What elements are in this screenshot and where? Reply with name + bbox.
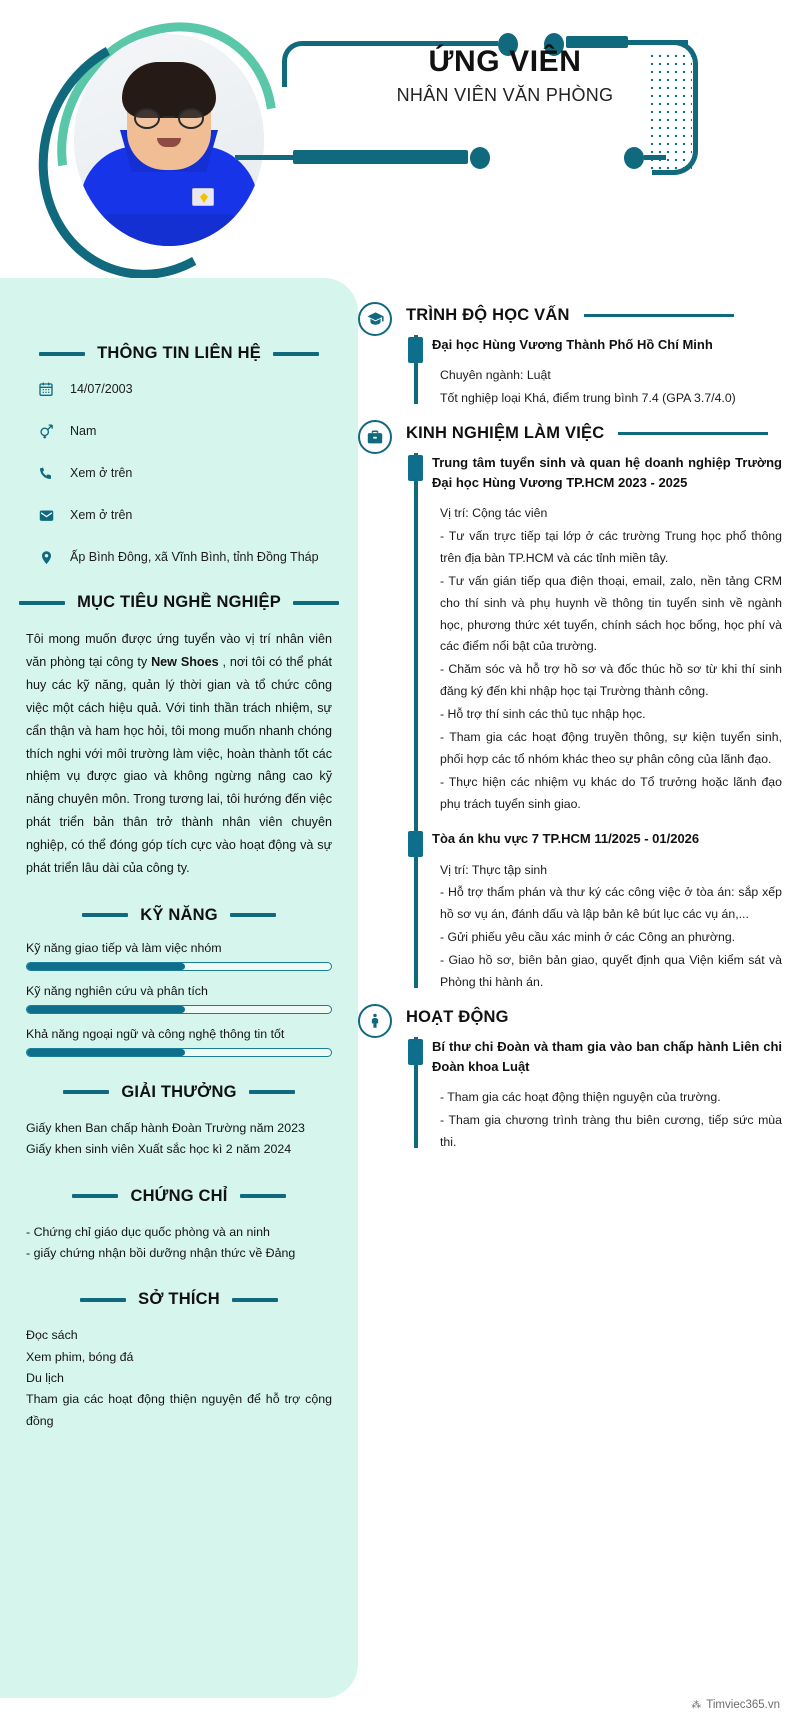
detail-line: - Hỗ trợ thí sinh các thủ tục nhập học. (440, 707, 646, 722)
header-title-block (310, 45, 700, 106)
objective-text (26, 628, 332, 880)
person-activity-icon (358, 1004, 392, 1038)
skill-progress-track (26, 962, 332, 971)
objective-company: New Shoes (151, 654, 219, 669)
heading-dash-right (230, 913, 276, 917)
activity-title: Bí thư chi Đoàn và tham gia vào ban chấp hành Liên chi Đoàn khoa Luật (432, 1038, 782, 1074)
education-heading-row (406, 306, 782, 325)
activities-heading: HOẠT ĐỘNG (406, 1007, 509, 1026)
experience-title: Trung tâm tuyển sinh và quan hệ doanh nghiệp Trường Đại học Hùng Vương TP.HCM 2023 - 2025 (432, 454, 782, 491)
skill-label: Khả năng ngoại ngữ và công nghệ thông tin tốt (26, 1026, 285, 1041)
education-heading: TRÌNH ĐỘ HỌC VẤN (406, 306, 570, 324)
section-heading-awards (26, 1083, 332, 1102)
list-item: - Chứng chỉ giáo dục quốc phòng và an ninh (26, 1224, 270, 1239)
candidate-photo (74, 34, 264, 246)
list-item: Đọc sách (26, 1328, 78, 1343)
skill-label: Kỹ năng giao tiếp và làm việc nhóm (26, 940, 222, 955)
activities-timeline (406, 1037, 782, 1154)
detail-line: - Tư vấn trực tiếp tại lớp ở các trường Trung học phổ thông trên địa bàn TP.HCM và các tỉnh miền tây. (440, 529, 782, 565)
experience-heading-row (406, 424, 782, 443)
calendar-icon (36, 379, 56, 399)
hobbies-list (26, 1325, 332, 1432)
header-dot-3 (470, 147, 490, 169)
detail-line: Tốt nghiệp loại Khá, điểm trung bình 7.4 (GPA 3.7/4.0) (440, 391, 736, 406)
header-line-4 (644, 155, 666, 160)
section-heading-hobbies (26, 1290, 332, 1309)
detail-line: - Thực hiện các nhiệm vụ khác do Tổ trưởng hoặc lãnh đạo phụ trách tuyển sinh giao. (440, 774, 782, 811)
email-icon (36, 505, 56, 525)
page-title: ỨNG VIÊN (428, 45, 582, 78)
contact-item-email[interactable] (26, 505, 332, 525)
skill-label: Kỹ năng nghiên cứu và phân tích (26, 983, 208, 998)
location-icon (36, 547, 56, 567)
skills-list (26, 941, 332, 1057)
detail-line: - Tham gia chương trình tràng thu biên cương, tiếp sức mùa thi. (440, 1112, 782, 1149)
contact-value: Xem ở trên (70, 508, 133, 522)
skill-item (26, 941, 332, 971)
section-heading-objective (26, 593, 332, 612)
list-item: - giấy chứng nhận bồi dưỡng nhận thức về Đảng (26, 1245, 296, 1260)
section-experience (358, 424, 782, 994)
awards-list (26, 1118, 332, 1161)
header-bar-3 (293, 150, 468, 164)
skill-progress-track (26, 1005, 332, 1014)
graduation-cap-icon (358, 302, 392, 336)
contact-item-gender (26, 421, 332, 441)
list-item: Xem phim, bóng đá (26, 1349, 134, 1364)
header-dot-4 (624, 147, 644, 169)
heading-dash-left (19, 601, 65, 605)
certificates-list (26, 1222, 332, 1265)
experience-timeline (406, 453, 782, 994)
experience-title: Tòa án khu vực 7 TP.HCM 11/2025 - 01/2026 (432, 831, 700, 847)
briefcase-icon (358, 420, 392, 454)
list-item: Tham gia các hoạt động thiện nguyện để hỗ trợ cộng đồng (26, 1392, 332, 1428)
heading-dash-left (39, 352, 85, 356)
contact-value: 14/07/2003 (70, 382, 133, 396)
education-title: Đại học Hùng Vương Thành Phố Hồ Chí Minh (432, 337, 713, 352)
detail-line: - Chăm sóc và hỗ trợ hồ sơ và đốc thúc hồ sơ từ khi thí sinh đăng ký đến khi nhập học tại Trường thành công. (440, 662, 782, 699)
detail-line: - Tham gia các hoạt động thiện nguyện của trường. (440, 1090, 721, 1105)
heading-dash-right (273, 352, 319, 356)
detail-line: Vị trí: Cộng tác viên (440, 506, 548, 521)
header-line-3 (235, 155, 293, 160)
heading-dash-left (80, 1298, 126, 1302)
skill-item (26, 984, 332, 1014)
section-activities (358, 1008, 782, 1154)
activity-details (432, 1087, 782, 1154)
contact-item-phone[interactable] (26, 463, 332, 483)
education-details (432, 365, 782, 410)
list-item: Giấy khen sinh viên Xuất sắc học kì 2 năm 2024 (26, 1142, 292, 1157)
heading-dash-left (72, 1194, 118, 1198)
detail-line: - Tham gia các hoạt động truyền thông, sự kiện tuyển sinh, phối hợp các tổ nhóm khác theo sự phân công của lãnh đạo. (440, 729, 782, 766)
skill-progress-fill (27, 963, 185, 970)
list-item: Giấy khen Ban chấp hành Đoàn Trường năm 2023 (26, 1120, 305, 1135)
section-heading-contact (26, 344, 332, 363)
contact-list (26, 379, 332, 567)
contact-item-address (26, 547, 332, 567)
heading-dash-left (63, 1090, 109, 1094)
skill-item (26, 1027, 332, 1057)
detail-line: - Gửi phiếu yêu cầu xác minh ở các Công an phường. (440, 930, 736, 945)
avatar (30, 18, 280, 263)
skill-progress-track (26, 1048, 332, 1057)
education-entry (432, 335, 782, 410)
heading-dash-right (240, 1194, 286, 1198)
detail-line: Chuyên ngành: Luật (440, 368, 551, 383)
heading-dash-right (293, 601, 339, 605)
heading-dash-right (249, 1090, 295, 1094)
contact-value: Ấp Bình Đông, xã Vĩnh Bình, tỉnh Đồng Tháp (70, 550, 319, 564)
heading-rule (584, 314, 734, 317)
detail-line: - Hỗ trợ thẩm phán và thư ký các công việc ở tòa án: sắp xếp hồ sơ vụ án, đánh dấu và lập bản kê bút lục các vụ án,... (440, 885, 782, 922)
section-heading-certificates (26, 1187, 332, 1206)
certificates-heading: CHỨNG CHỈ (130, 1186, 228, 1205)
contact-heading: THÔNG TIN LIÊN HỆ (97, 344, 261, 362)
skills-heading: KỸ NĂNG (140, 905, 218, 924)
activity-entry (432, 1037, 782, 1154)
job-title: NHÂN VIÊN VĂN PHÒNG (396, 84, 614, 105)
brand-name: Timviec365.vn (706, 1699, 780, 1711)
cv-header (0, 0, 800, 278)
contact-item-birthdate (26, 379, 332, 399)
experience-entry (432, 453, 782, 816)
experience-heading: KINH NGHIỆM LÀM VIỆC (406, 423, 605, 442)
main-column (358, 278, 800, 1188)
detail-line: Vị trí: Thực tập sinh (440, 862, 548, 877)
gender-icon (36, 421, 56, 441)
phone-icon (36, 463, 56, 483)
heading-dash-left (82, 913, 128, 917)
contact-value: Nam (70, 424, 97, 438)
objective-text-after: , nơi tôi có thể phát huy các kỹ năng, quản lý thời gian và tổ chức công việc một cách hiệu quả. Với tinh thần trách nhiệm, sự cẩn thận và ham học hỏi, tôi mong muốn nhanh chóng thích nghi với môi trường làm việc, hoàn thành tốt các nhiệm vụ được giao và không ngừng nâng cao kỹ năng chuyên môn. Trong tương lai, tôi hướng đến việc phát triển bản thân trở thành nhân viên chuyên nghiệp, có thể đóng góp tích cực vào hoạt động và sự phát triển lâu dài của công ty. (26, 654, 332, 876)
sidebar (0, 278, 358, 1698)
heading-rule (618, 432, 768, 435)
section-heading-skills (26, 906, 332, 925)
experience-entry (432, 829, 782, 993)
detail-line: - Giao hồ sơ, biên bản giao, quyết định qua Viện kiểm sát và Phòng thi hành án. (440, 953, 782, 989)
activities-heading-row (406, 1008, 782, 1027)
awards-heading: GIẢI THƯỞNG (121, 1082, 237, 1101)
footer-brand (691, 1699, 780, 1711)
experience-details (432, 860, 782, 994)
skill-progress-fill (27, 1049, 185, 1056)
objective-heading: MỤC TIÊU NGHỀ NGHIỆP (77, 593, 281, 611)
heading-dash-right (232, 1298, 278, 1302)
objective-text-before: Tôi mong muốn được ứng tuyển vào vị trí nhân viên văn phòng tại công ty (26, 632, 332, 669)
section-education (358, 306, 782, 410)
detail-line: - Tư vấn gián tiếp qua điện thoại, email, zalo, nền tảng CRM cho thí sinh và phụ huynh về thông tin tuyển sinh về ngành học, phương thức xét tuyển, chính sách học bổng, học phí và các điểm nổi bật của trường. (440, 573, 782, 654)
education-timeline (406, 335, 782, 410)
contact-value: Xem ở trên (70, 466, 133, 480)
skill-progress-fill (27, 1006, 185, 1013)
experience-details (432, 503, 782, 815)
sparkle-icon: ⁂ (691, 1699, 702, 1711)
list-item: Du lịch (26, 1370, 64, 1385)
hobbies-heading: SỞ THÍCH (138, 1290, 220, 1309)
